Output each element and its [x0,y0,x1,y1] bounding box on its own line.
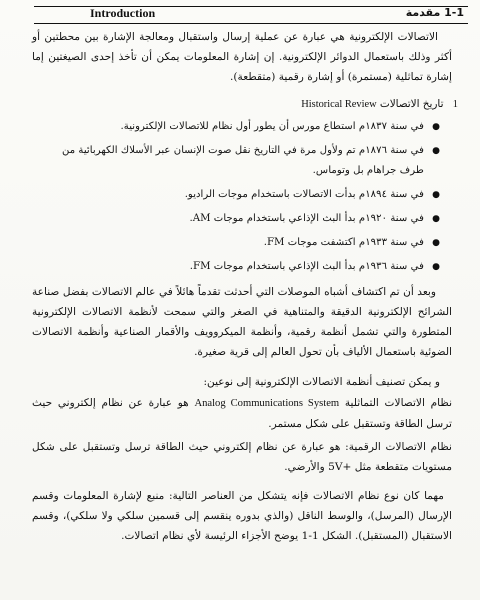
list-item [40,257,440,277]
bullet-icon: ● [432,122,440,132]
list-item-text: في سنة ١٩٢٠م بدأ البث الإذاعي باستخدام موجات AM. [189,213,424,224]
bullet-icon: ● [432,262,440,272]
list-item-text: في سنة ١٩٣٣م اكتشفت موجات FM. [263,237,424,248]
historical-review-heading [32,94,458,115]
analog-description: هو عبارة عن نظام إلكتروني حيث ترسل الطاقة وتستقبل على شكل مستمر. [32,397,452,430]
intro-paragraph: الاتصالات الإلكترونية هي عبارة عن عملية إرسال واستقبال ومعالجة الإشارة بين محطتين أو أكثر وذلك باستعمال الدوائر الإلكترونية. إن إشارة المعلومات يمكن أن تأخذ إحدى الصيغتين إما إشارة تماثلية (مستمرة) أو إشارة رقمية (متقطعة). [32,31,452,83]
list-item-text: في سنة ١٨٧٦م تم ولأول مرة في التاريخ نقل صوت الإنسان عبر الأسلاك الكهربائية من طرف جراهام بل وتوماس. [61,145,424,176]
list-item [40,185,440,205]
list-item [40,233,440,253]
history-list [40,117,440,281]
analog-english-term: Analog Communications System [194,398,340,409]
list-item [40,141,440,181]
section-header [34,6,468,24]
list-item-text: في سنة ١٨٣٧م استطاع مورس أن يطور أول نظام للاتصالات الإلكترونية. [120,121,424,132]
bullet-icon: ● [432,214,440,224]
list-item [40,117,440,137]
closing-paragraph: مهما كان نوع نظام الاتصالات فإنه يتشكل من العناصر التالية: منبع لإشارة المعلومات وقسم الإرسال (المرسل)، والوسط الناقل (والذي بدوره ينقسم إلى قسمين سلكي ولا سلكي)، وقسم الاستقبال (المستقبل). الشكل 1-1 يوضح الأجزاء الرئيسة لأي نظام اتصالات. [32,490,452,542]
historical-number: 1 [452,99,458,110]
bullet-icon: ● [432,146,440,156]
section-title-arabic: 1-1 مقدمة [405,6,464,19]
list-item-text: في سنة ١٨٩٤م بدأت الاتصالات باستخدام موجات الراديو. [184,189,424,200]
list-item-text: في سنة ١٩٣٦م بدأ البث الإذاعي باستخدام موجات FM. [189,261,424,272]
progress-paragraph: وبعد أن تم اكتشاف أشباه الموصلات التي أحدثت تقدماً هائلاً في عالم الاتصالات بفضل صناعة الشرائح الإلكترونية الدقيقة والمتناهية في الصغر والتي سمحت لأنظمة الاتصالات الإلكترونية المتطورة والتي تشمل أنظمة رقمية، وأنظمة الميكروويف والأقمار الصناعية وأنظمة الاتصالات الضوئية باستعمال الألياف بأن تحول العالم إلى قرية صغيرة. [32,286,452,358]
digital-system-paragraph: نظام الاتصالات الرقمية: هو عبارة عن نظام إلكتروني حيث الطاقة ترسل وتستقبل على شكل مستويات متقطعة مثل +5V والأرضي. [32,441,452,473]
bullet-icon: ● [432,238,440,248]
historical-title-english: Historical Review [301,99,377,110]
bullet-icon: ● [432,190,440,200]
analog-system-paragraph [32,393,452,434]
section-title-english: Introduction [90,6,156,20]
list-item [40,209,440,229]
analog-prefix: نظام الاتصالات التماثلية [344,397,453,409]
classification-intro: و يمكن تصنيف أنظمة الاتصالات الإلكترونية إلى نوعين: [203,376,440,388]
historical-title-arabic: تاريخ الاتصالات [379,98,444,110]
